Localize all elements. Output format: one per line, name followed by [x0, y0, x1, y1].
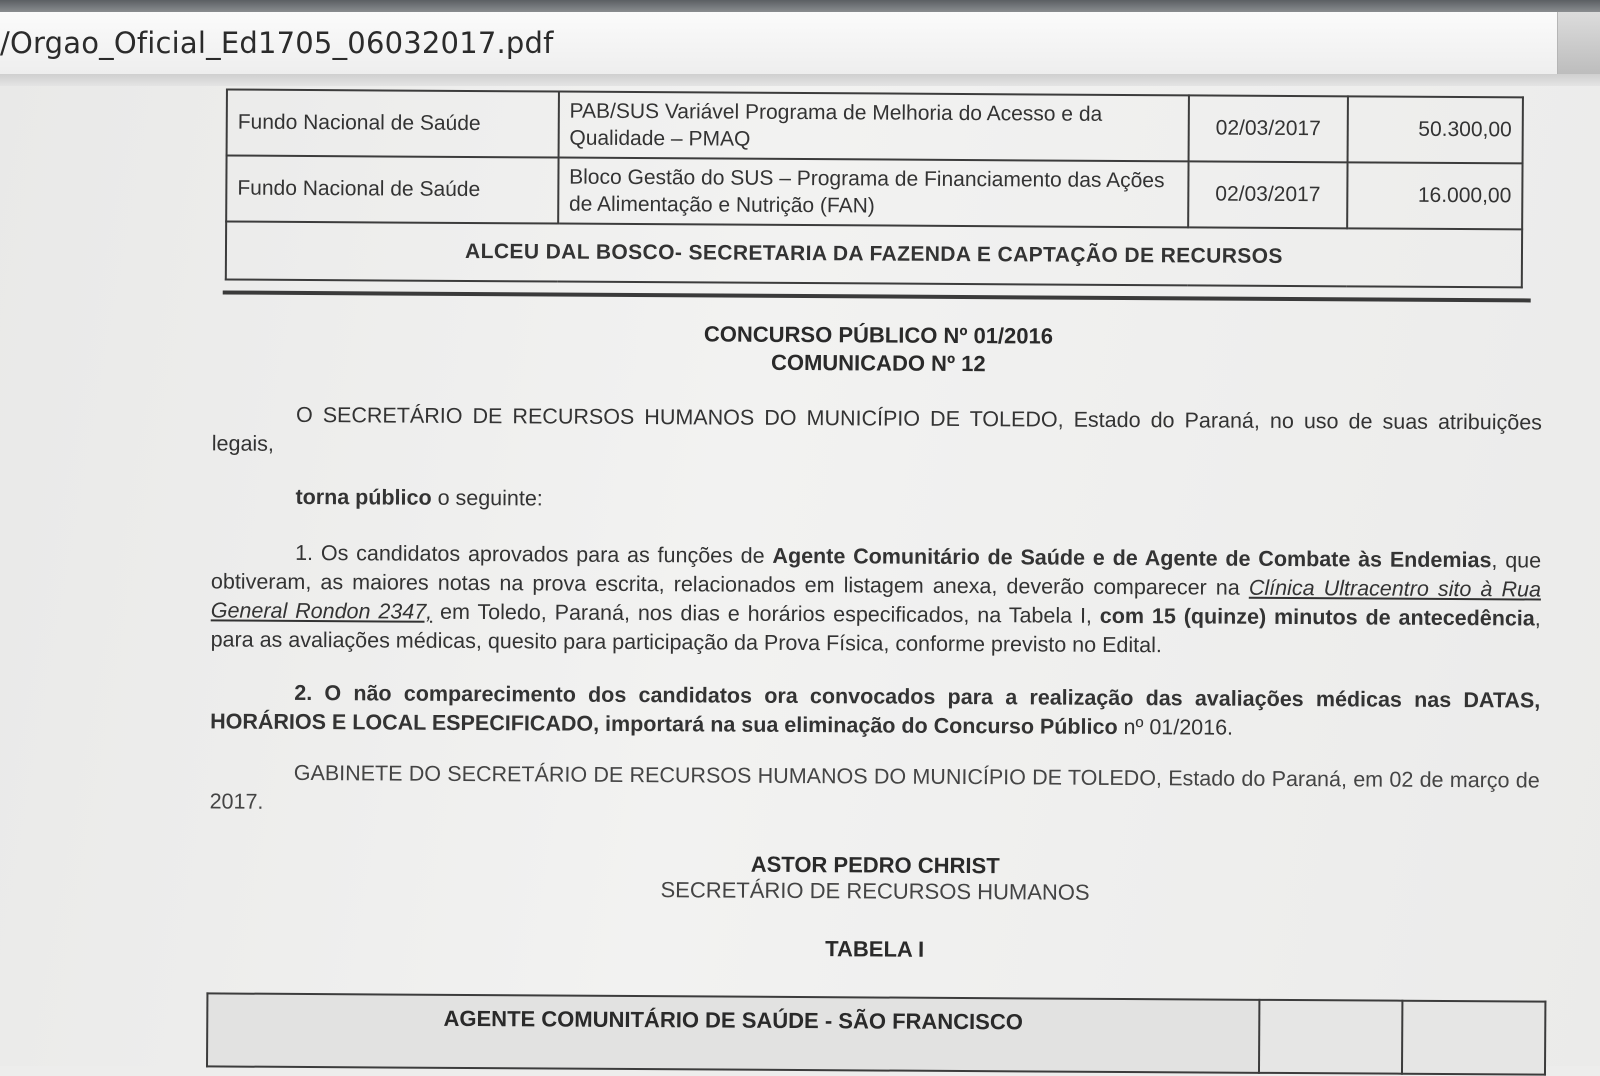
- item-1-paragraph: [211, 538, 1542, 662]
- funding-source-cell: Fundo Nacional de Saúde: [226, 155, 558, 223]
- schedule-header-cell: [1259, 1000, 1403, 1074]
- signer-role: SECRETÁRIO DE RECURSOS HUMANOS: [660, 877, 1090, 905]
- plain-text: , que obtiveram, as maiores notas na prova escrita, relacionados em listagem anexa, deverão comparecer na: [210, 548, 1542, 600]
- funding-description-cell: PAB/SUS Variável Programa de Melhoria do Acesso e da Qualidade – PMAQ: [558, 92, 1189, 162]
- bold-text: torna público: [295, 484, 432, 510]
- plain-text: , para as avaliações médicas, quesito para participação da Prova Física, conforme previsto no Edital.: [210, 606, 1541, 658]
- funding-date-cell: 02/03/2017: [1188, 161, 1347, 228]
- table-title: TABELA I: [825, 936, 925, 962]
- table-row: [207, 993, 1545, 1074]
- document-content: [0, 81, 1600, 1071]
- funding-signature-cell: ALCEU DAL BOSCO- SECRETARIA DA FAZENDA E CAPTAÇÃO DE RECURSOS: [226, 221, 1522, 287]
- funding-description-cell: Bloco Gestão do SUS – Programa de Financiamento das Ações de Alimentação e Nutrição (FAN): [558, 158, 1189, 228]
- funding-date-cell: 02/03/2017: [1189, 95, 1348, 162]
- closing-paragraph: GABINETE DO SECRETÁRIO DE RECURSOS HUMANOS DO MUNICÍPIO DE TOLEDO, Estado do Paraná, em 02 de março de 2017.: [209, 760, 1540, 814]
- table-row: [226, 155, 1522, 229]
- window-controls-edge[interactable]: [1557, 12, 1600, 74]
- bold-text: 2. O não comparecimento dos candidatos ora convocados para a realização das avaliações médicas nas DATAS, HORÁRIOS E LOCAL ESPECIFICADO, importará na sua eliminação do Concurso Público: [210, 680, 1541, 739]
- top-chrome-bar: [0, 0, 1600, 12]
- table-row: [226, 221, 1522, 287]
- window-title: /Orgao_Oficial_Ed1705_06032017.pdf: [0, 26, 554, 60]
- bold-text: Agente Comunitário de Saúde e de Agente de Combate às Endemias: [772, 543, 1492, 573]
- plain-text: nº 01/2016.: [1117, 714, 1234, 740]
- notice-subheading: COMUNICADO Nº 12: [770, 349, 986, 377]
- bold-text: com 15 (quinze) minutos de antecedência: [1099, 603, 1535, 631]
- table-row: [227, 89, 1523, 163]
- plain-text: o seguinte:: [431, 485, 543, 511]
- funding-table: [225, 88, 1524, 288]
- notice-heading: CONCURSO PÚBLICO Nº 01/2016: [703, 321, 1054, 349]
- pdf-page[interactable]: [0, 86, 1600, 1066]
- item-2-paragraph: [210, 678, 1540, 744]
- announcement-line: [211, 482, 1541, 519]
- funding-source-cell: Fundo Nacional de Saúde: [227, 89, 559, 157]
- signer-name: ASTOR PEDRO CHRIST: [750, 851, 1000, 879]
- plain-text: em Toledo, Paraná, nos dias e horários especificados, na Tabela I,: [432, 599, 1100, 628]
- schedule-header-cell: [1402, 1001, 1546, 1075]
- plain-text: 1. Os candidatos aprovados para as funções de: [295, 540, 773, 568]
- funding-amount-cell: 50.300,00: [1347, 96, 1523, 163]
- underlined-location: Clínica Ultracentro sito à Rua General Rondon 2347,: [210, 575, 1542, 624]
- schedule-table: [206, 992, 1546, 1075]
- window-titlebar: [0, 12, 1600, 75]
- section-divider: [223, 290, 1531, 302]
- schedule-table-header: AGENTE COMUNITÁRIO DE SAÚDE - SÃO FRANCISCO: [207, 993, 1259, 1072]
- funding-amount-cell: 16.000,00: [1347, 162, 1523, 229]
- intro-paragraph: O SECRETÁRIO DE RECURSOS HUMANOS DO MUNICÍPIO DE TOLEDO, Estado do Paraná, no uso de suas atribuições legais,: [211, 402, 1543, 456]
